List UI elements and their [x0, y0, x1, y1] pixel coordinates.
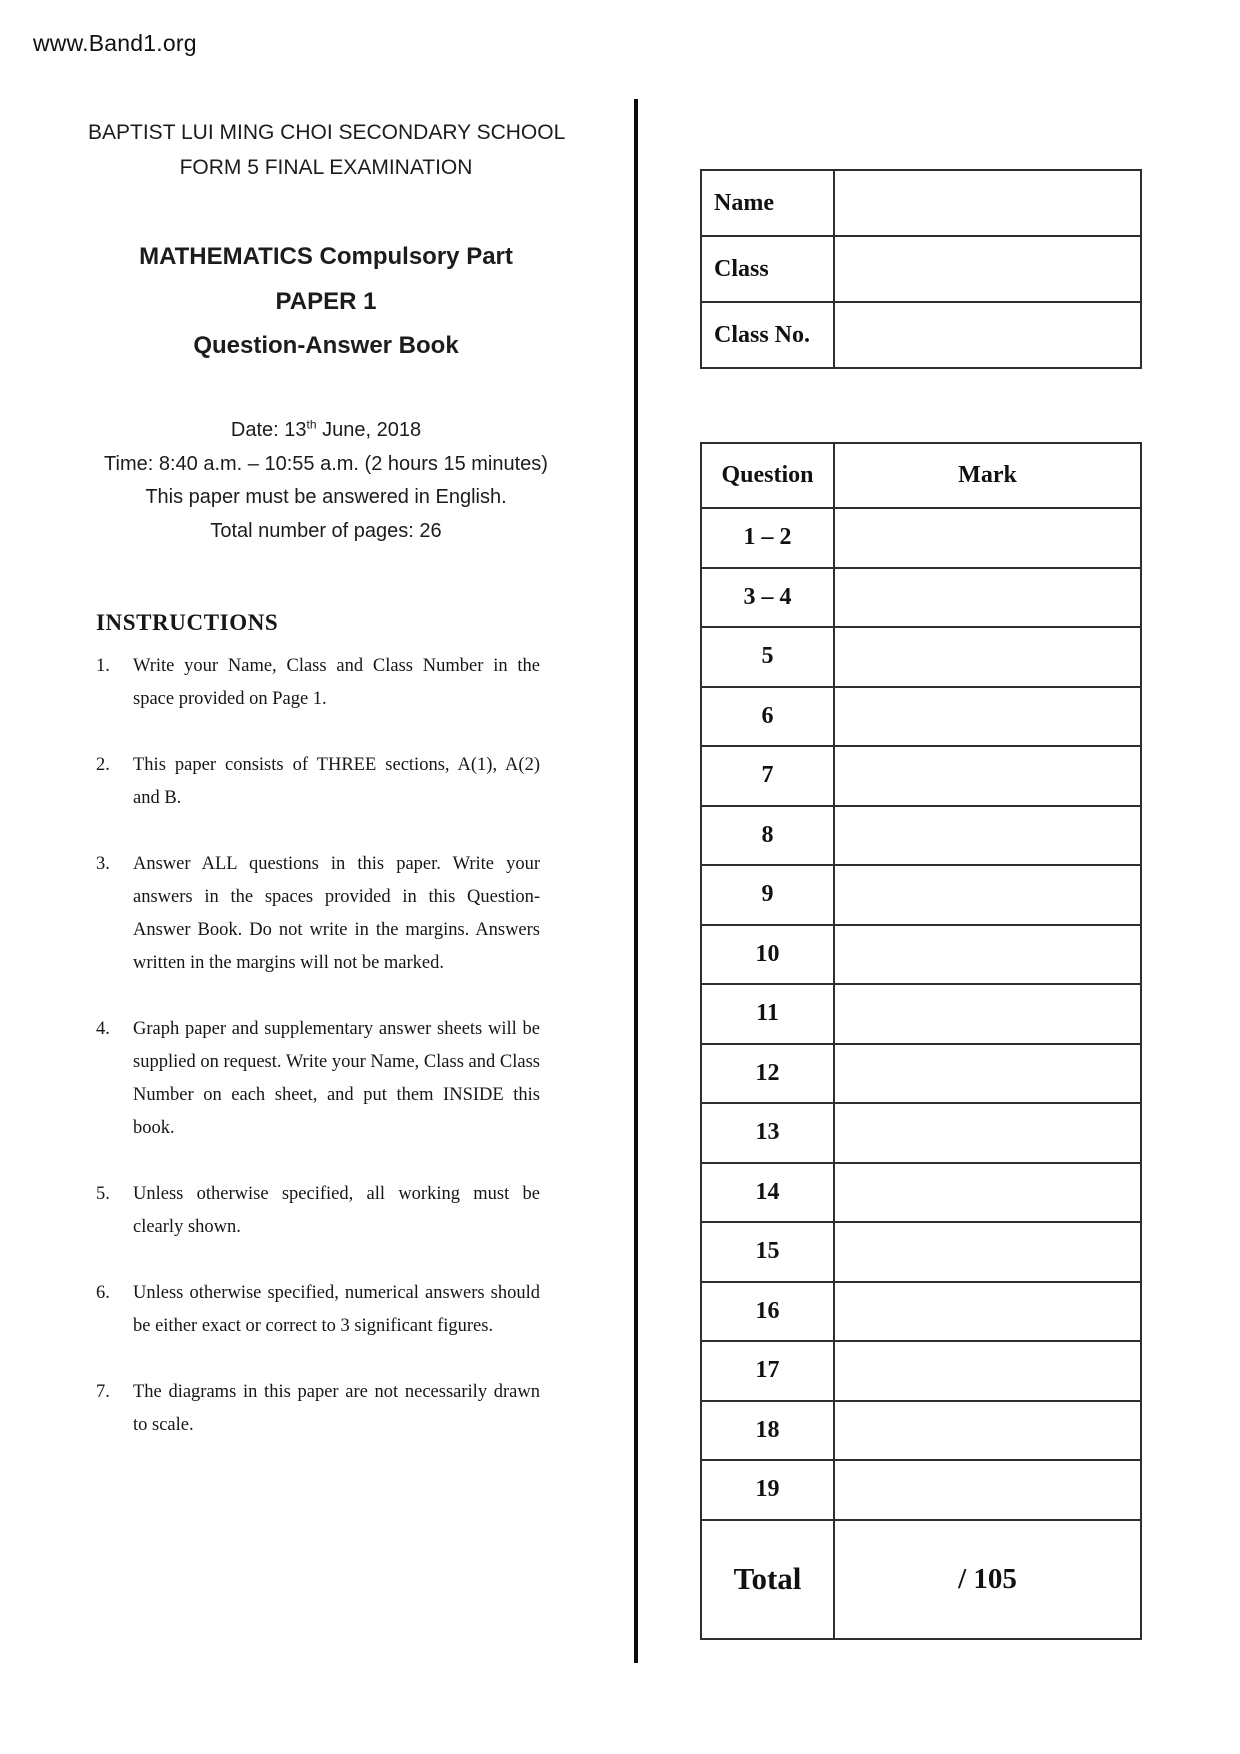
mark-cell [834, 984, 1141, 1044]
mark-cell [834, 1163, 1141, 1223]
instruction-text: Graph paper and supplementary answer sheets will be supplied on request. Write your Name, Class and Class Number on each sheet, and put them INSIDE this book. [133, 1019, 540, 1138]
question-cell: 16 [701, 1282, 834, 1342]
instruction-text: Unless otherwise specified, all working must be clearly shown. [133, 1184, 540, 1237]
mark-table-row [701, 925, 1141, 985]
mark-cell [834, 1222, 1141, 1282]
question-cell: 18 [701, 1401, 834, 1461]
mark-table-row [701, 1044, 1141, 1104]
instruction-number: 5. [96, 1184, 110, 1204]
date-suffix: June, 2018 [316, 419, 422, 441]
mark-table-row [701, 508, 1141, 568]
mark-table-row [701, 1460, 1141, 1520]
mark-cell [834, 1460, 1141, 1520]
mark-table-row [701, 1341, 1141, 1401]
question-cell: 14 [701, 1163, 834, 1223]
mark-table-row [701, 627, 1141, 687]
exam-title: FORM 5 FINAL EXAMINATION [179, 156, 473, 179]
mark-table-total-row [701, 1520, 1141, 1639]
exam-time: Time: 8:40 a.m. – 10:55 a.m. (2 hours 15 minutes) [104, 452, 548, 475]
instructions-section [96, 610, 540, 1475]
date-ordinal: th [306, 417, 317, 432]
question-cell: 12 [701, 1044, 834, 1104]
instruction-text: Answer ALL questions in this paper. Write your answers in the spaces provided in this Question-Answer Book. Do not write in the margins. Answers written in the margins will not be marked. [133, 854, 540, 973]
name-value-cell [834, 170, 1141, 236]
paper-number: PAPER 1 [275, 288, 377, 315]
instruction-item [96, 749, 540, 815]
question-cell: 15 [701, 1222, 834, 1282]
question-cell: 13 [701, 1103, 834, 1163]
mark-cell [834, 746, 1141, 806]
mark-table-row [701, 1222, 1141, 1282]
total-label: Total [701, 1520, 834, 1639]
mark-table-header-row [701, 443, 1141, 508]
instruction-item [96, 1277, 540, 1343]
mark-cell [834, 1282, 1141, 1342]
mark-table-row [701, 984, 1141, 1044]
exam-date [88, 414, 564, 448]
mark-table-row [701, 865, 1141, 925]
language-note: This paper must be answered in English. [145, 486, 507, 508]
instruction-text: Unless otherwise specified, numerical answers should be either exact or correct to 3 significant figures. [133, 1283, 540, 1336]
mark-table-row [701, 1163, 1141, 1223]
total-mark-cell: / 105 [834, 1520, 1141, 1639]
exam-details [88, 414, 564, 548]
mark-table-row [701, 568, 1141, 628]
question-cell: 5 [701, 627, 834, 687]
instruction-text: The diagrams in this paper are not necessarily drawn to scale. [133, 1382, 540, 1435]
column-divider-rule [634, 99, 638, 1663]
student-info-table [700, 169, 1142, 369]
question-cell: 11 [701, 984, 834, 1044]
question-cell: 1 – 2 [701, 508, 834, 568]
site-watermark: www.Band1.org [33, 30, 197, 56]
instruction-number: 3. [96, 854, 110, 874]
name-label: Name [701, 170, 834, 236]
mark-cell [834, 806, 1141, 866]
question-cell: 6 [701, 687, 834, 747]
instruction-item [96, 650, 540, 716]
mark-cell [834, 1103, 1141, 1163]
book-type: Question-Answer Book [193, 332, 459, 359]
question-cell: 9 [701, 865, 834, 925]
mark-header: Mark [834, 443, 1141, 508]
table-row [701, 302, 1141, 368]
instruction-text: This paper consists of THREE sections, A(1), A(2) and B. [133, 755, 540, 808]
question-cell: 7 [701, 746, 834, 806]
mark-cell [834, 1341, 1141, 1401]
pages-note: Total number of pages: 26 [210, 519, 442, 542]
school-name: BAPTIST LUI MING CHOI SECONDARY SCHOOL [88, 121, 566, 144]
mark-table-row [701, 1282, 1141, 1342]
class-no-label: Class No. [701, 302, 834, 368]
question-cell: 8 [701, 806, 834, 866]
question-cell: 17 [701, 1341, 834, 1401]
mark-cell [834, 687, 1141, 747]
mark-cell [834, 1044, 1141, 1104]
mark-cell [834, 627, 1141, 687]
instruction-item [96, 848, 540, 980]
instruction-number: 1. [96, 656, 110, 676]
mark-table-row [701, 1103, 1141, 1163]
question-cell: 10 [701, 925, 834, 985]
instruction-item [96, 1178, 540, 1244]
question-header: Question [701, 443, 834, 508]
mark-table-row [701, 746, 1141, 806]
instruction-text: Write your Name, Class and Class Number in the space provided on Page 1. [133, 656, 540, 709]
class-no-value-cell [834, 302, 1141, 368]
class-label: Class [701, 236, 834, 302]
mark-table-row [701, 806, 1141, 866]
mark-table-row [701, 687, 1141, 747]
instruction-item [96, 1013, 540, 1145]
table-row [701, 170, 1141, 236]
mark-table [700, 442, 1142, 1640]
mark-cell [834, 1401, 1141, 1461]
instructions-heading: INSTRUCTIONS [96, 610, 279, 635]
instruction-item [96, 1376, 540, 1442]
subject-title: MATHEMATICS Compulsory Part [139, 243, 513, 270]
date-prefix: Date: 13 [230, 419, 307, 441]
class-value-cell [834, 236, 1141, 302]
mark-cell [834, 865, 1141, 925]
instruction-number: 7. [96, 1382, 110, 1402]
instruction-number: 4. [96, 1019, 110, 1039]
mark-cell [834, 925, 1141, 985]
mark-cell [834, 508, 1141, 568]
question-cell: 19 [701, 1460, 834, 1520]
question-cell: 3 – 4 [701, 568, 834, 628]
instruction-number: 2. [96, 755, 110, 775]
table-row [701, 236, 1141, 302]
instruction-number: 6. [96, 1283, 110, 1303]
mark-cell [834, 568, 1141, 628]
mark-table-row [701, 1401, 1141, 1461]
